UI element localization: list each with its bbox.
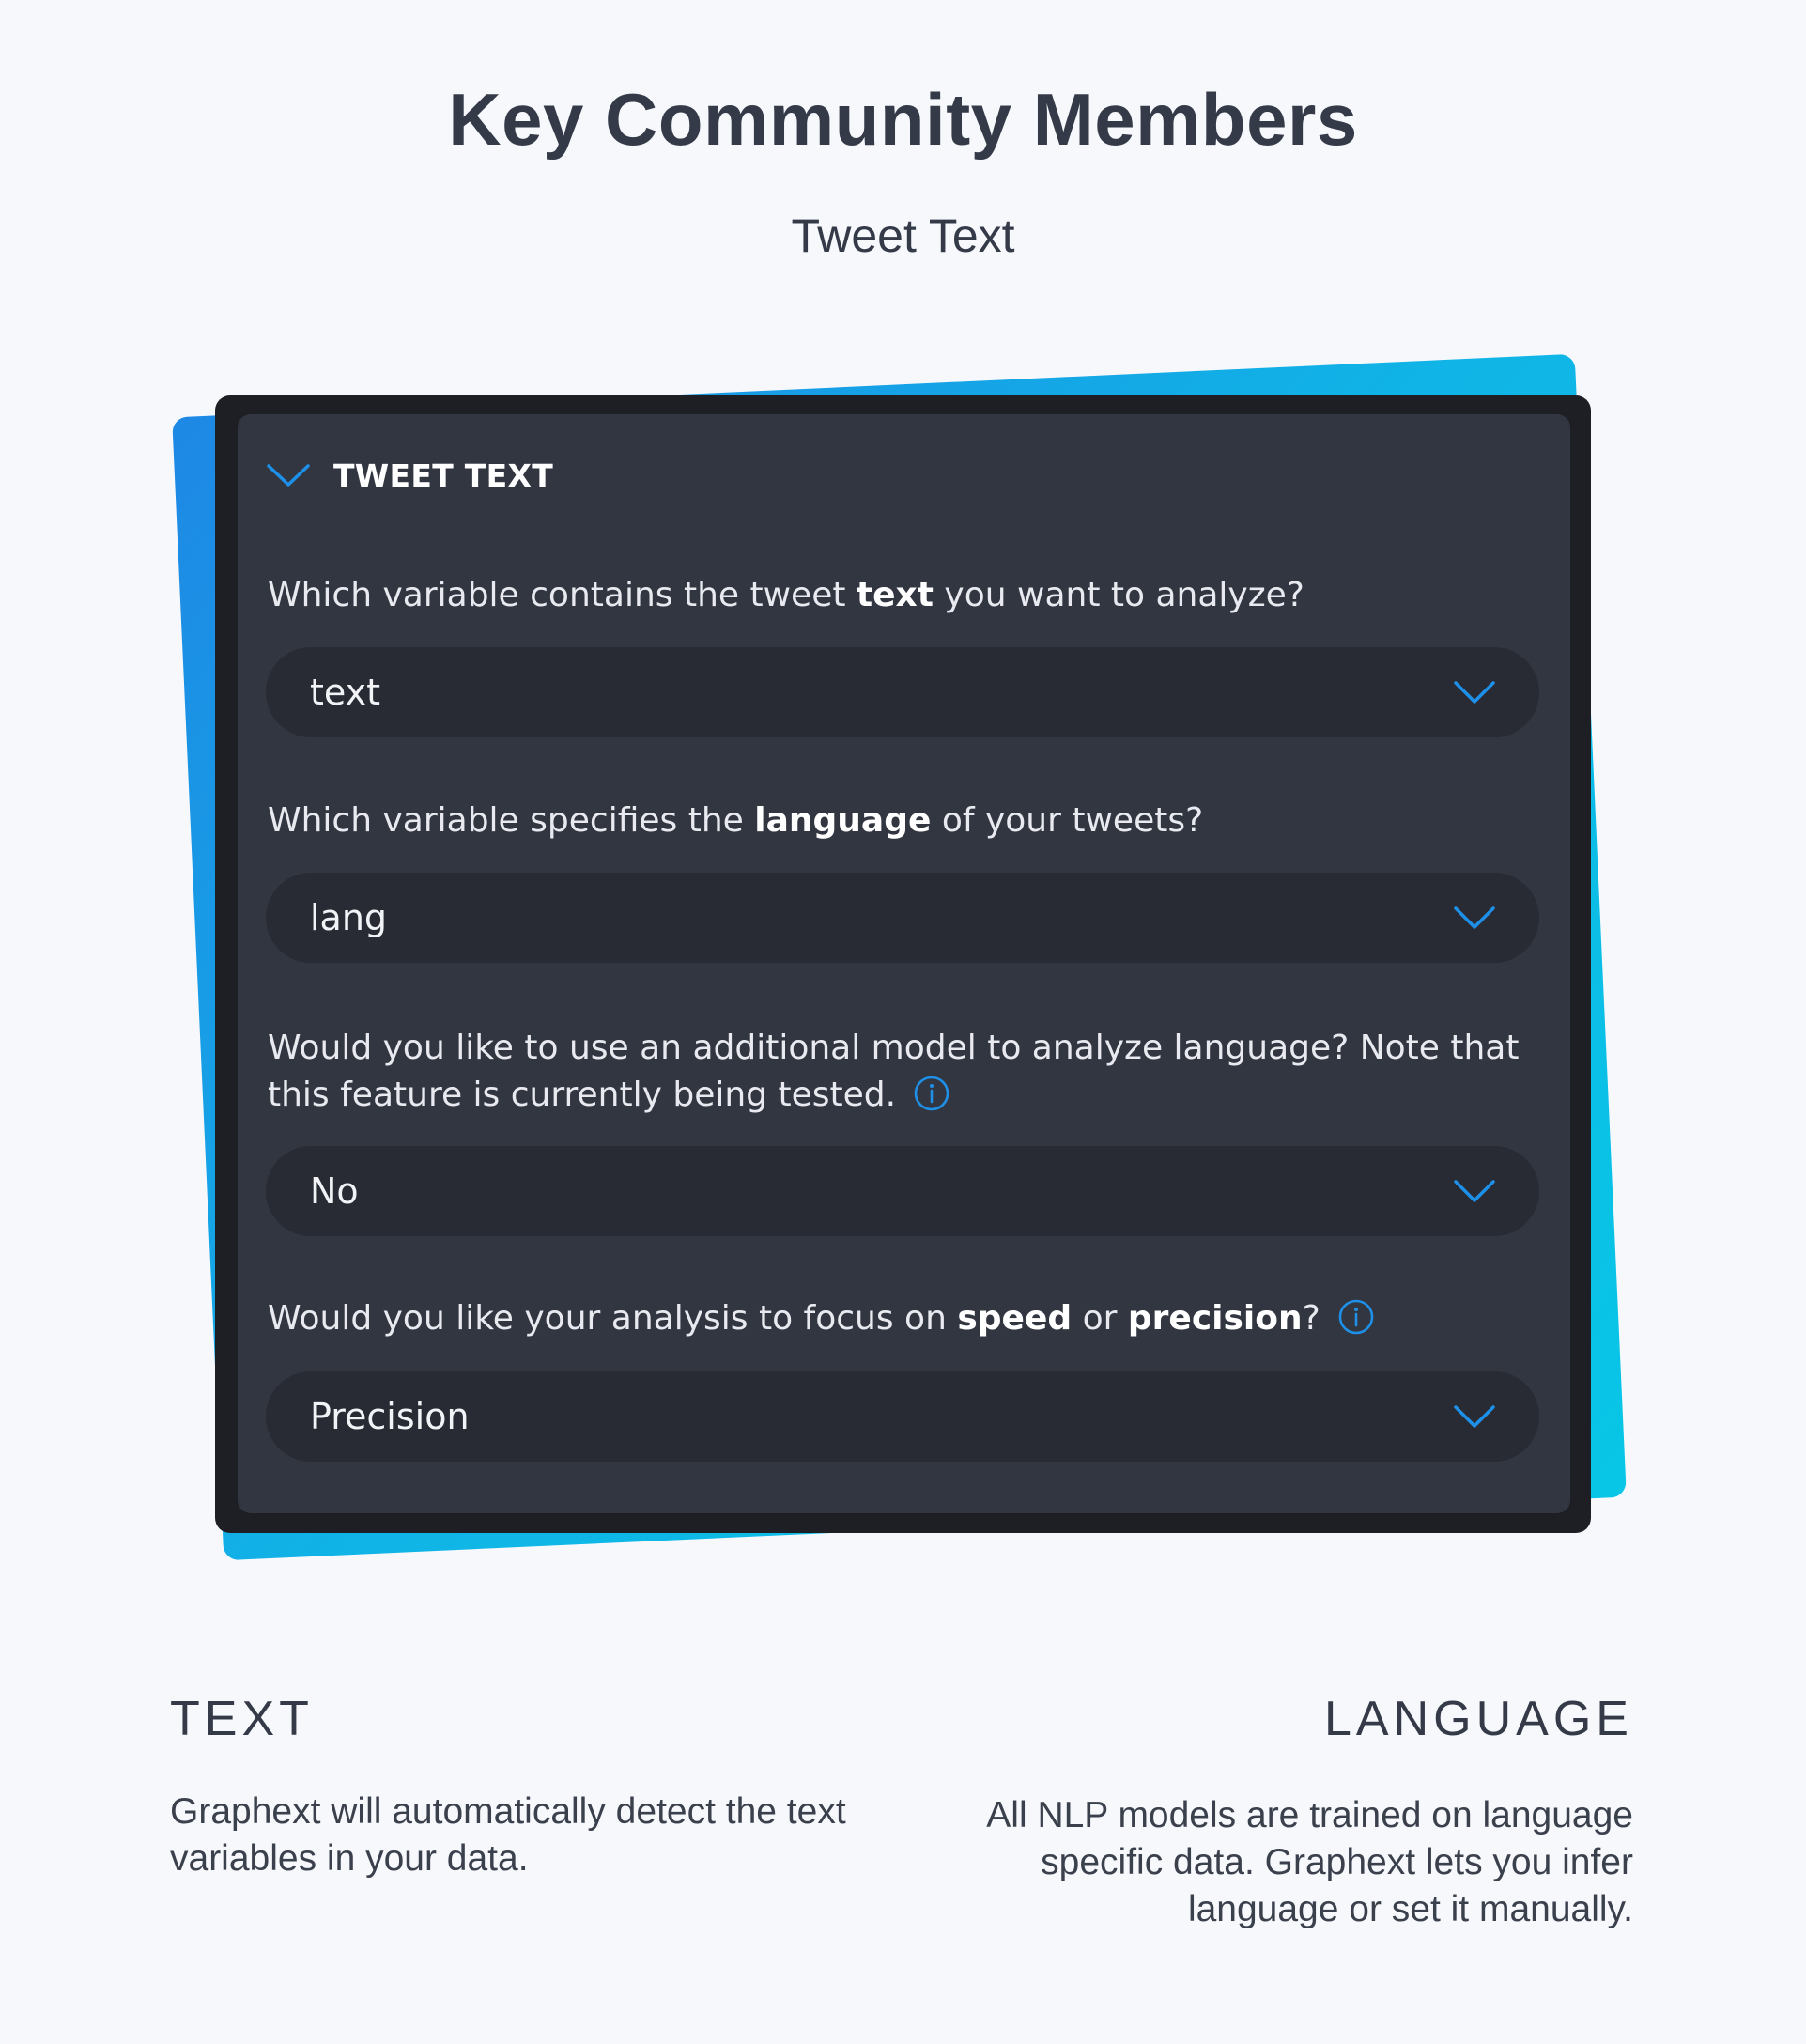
select-value: Precision [310,1396,470,1437]
question-bold: language [754,801,932,840]
select-value: lang [310,897,388,938]
page-title: Key Community Members [448,78,1358,161]
select-value: text [310,672,380,713]
question-text: you want to analyze? [933,576,1304,614]
chevron-down-icon [1453,678,1496,706]
question-text: Would you like to use an additional model to analyze language? Note that this feature is currently being tested. [268,1029,1520,1114]
panel-header-label: TWEET TEXT [333,457,553,494]
question-speed-precision [268,1295,1526,1342]
question-bold: text [856,576,934,614]
question-language-variable [268,797,1526,844]
page-subtitle: Tweet Text [791,209,1015,262]
speed-precision-select[interactable] [266,1371,1539,1462]
tweet-text-panel [238,414,1570,1513]
info-icon[interactable] [913,1075,950,1112]
question-bold: speed [957,1299,1073,1338]
text-variable-select[interactable] [266,647,1539,737]
language-variable-select[interactable] [266,873,1539,963]
chevron-down-icon [1453,1402,1496,1431]
chevron-down-icon [1453,904,1496,932]
feature-description-text: Graphext will automatically detect the text variables in your data. [170,1791,846,1879]
chevron-down-icon [266,461,311,489]
question-bold: precision [1127,1299,1303,1338]
feature-title-text: TEXT [170,1692,314,1746]
question-text: ? [1302,1299,1320,1338]
select-value: No [310,1170,359,1212]
panel-header[interactable] [266,447,553,503]
question-text: Would you like your analysis to focus on [268,1299,958,1338]
chevron-down-icon [1453,1177,1496,1205]
question-text: or [1072,1299,1128,1338]
additional-model-select[interactable] [266,1146,1539,1236]
feature-title-language: LANGUAGE [1324,1692,1633,1746]
feature-description-language: All NLP models are trained on language specific data. Graphext lets you infer language or set it manually. [986,1795,1633,1929]
question-text: of your tweets? [931,801,1204,840]
question-text: Which variable contains the tweet [268,576,857,614]
question-text: Which variable specifies the [268,801,755,840]
question-additional-model [268,1025,1526,1119]
question-text-variable [268,572,1526,619]
info-icon[interactable] [1337,1298,1375,1336]
